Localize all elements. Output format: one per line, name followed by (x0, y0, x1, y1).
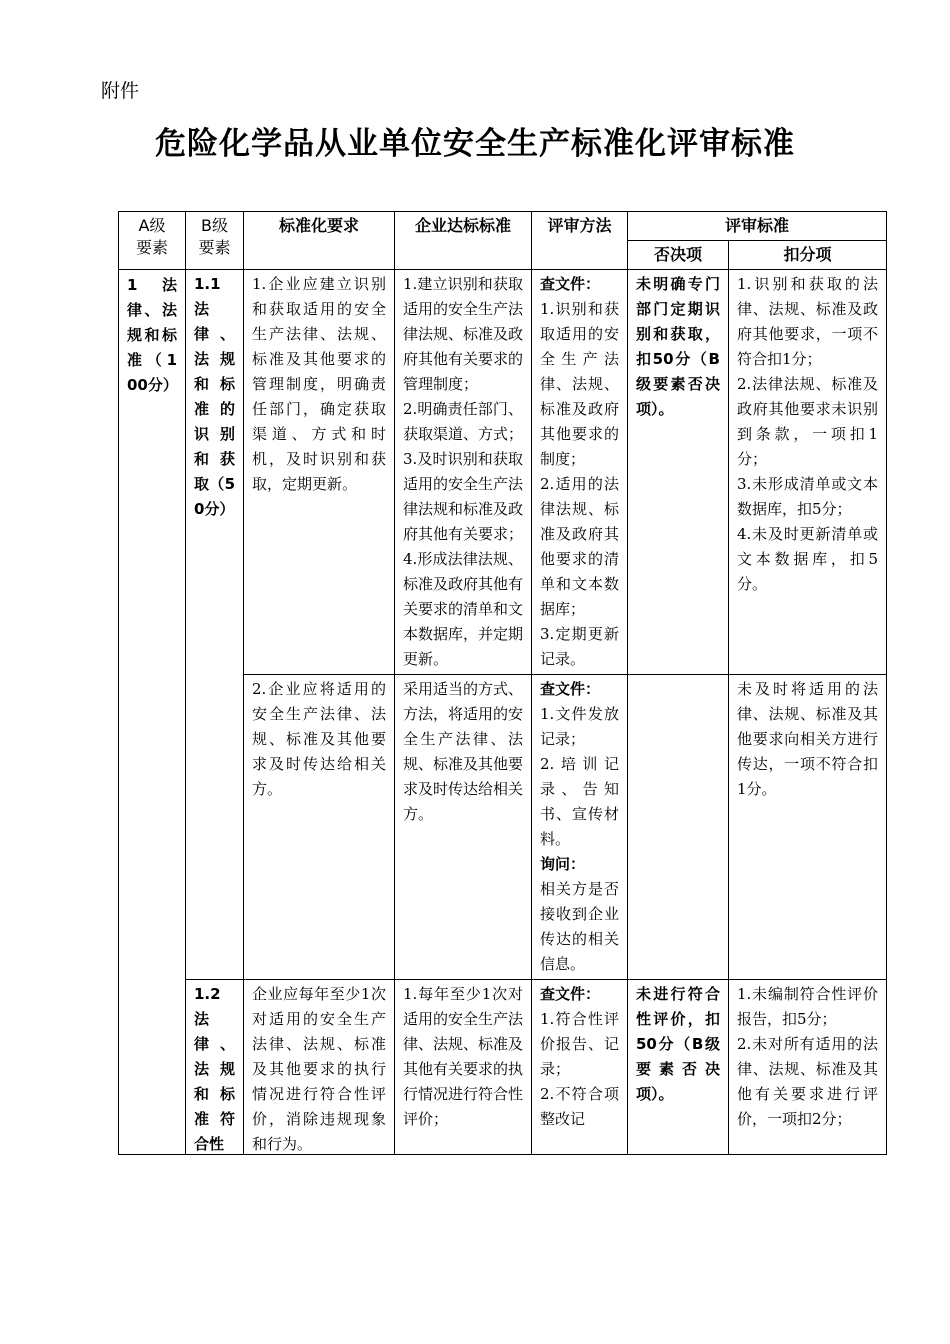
deduction-cell: 未及时将适用的法律、法规、标准及其他要求向相关方进行传达，一项不符合扣1分。 (729, 675, 887, 980)
requirement-cell: 1.企业应建立识别和获取适用的安全生产法律、法规、标准及其他要求的管理制度，明确责任部门，确定获取渠道、方式和时机，及时识别和获取，定期更新。 (244, 270, 395, 675)
review-standard-table (118, 211, 887, 1155)
requirement-cell: 2.企业应将适用的安全生产法律、法规、标准及其他要求及时传达给相关方。 (244, 675, 395, 980)
a-element-cell (119, 270, 186, 1155)
deduction-item: 2.法律法规、标准及政府其他要求未识别到条款，一项扣1分； (737, 375, 879, 468)
enterprise-item: 3.及时识别和获取适用的安全生产法律法规和标准及政府其他有关要求； (403, 450, 524, 543)
header-row (119, 212, 887, 241)
method-cell (532, 270, 628, 675)
method-item: 1.文件发放记录； (540, 705, 619, 748)
b-element-text: 1.1 法律、法规和标准的识别和获取（50分） (194, 275, 235, 518)
header-deduction: 扣分项 (729, 241, 887, 270)
deduction-cell (729, 270, 887, 675)
method-item: 2.不符合项整改记 (540, 1085, 619, 1128)
header-review-method: 评审方法 (532, 212, 628, 270)
enterprise-cell (395, 980, 532, 1155)
enterprise-item: 2.明确责任部门、获取渠道、方式； (403, 400, 524, 443)
deduction-item: 2.未对所有适用的法律、法规、标准及其他有关要求进行评价，一项扣2分； (737, 1035, 879, 1128)
enterprise-cell: 采用适当的方式、方法，将适用的安全生产法律、法规、标准及其他要求及时传达给相关方。 (395, 675, 532, 980)
veto-cell: 未明确专门部门定期识别和获取，扣50分（B级要素否决项）。 (628, 270, 729, 675)
table-row (119, 980, 887, 1155)
method-item: 2.适用的法律法规、标准及政府其他要求的清单和文本数据库； (540, 475, 619, 618)
attachment-label: 附件 (101, 80, 140, 102)
b-element-text: 1.2 法律、法规和标准符合性 (194, 985, 235, 1152)
header-enterprise-standard: 企业达标标准 (395, 212, 532, 270)
requirement-cell: 企业应每年至少1次对适用的安全生产法律、法规、标准及其他要求的执行情况进行符合性评价，消除违规现象和行为。 (244, 980, 395, 1155)
deduction-item: 1.未编制符合性评价报告，扣5分； (737, 985, 879, 1028)
deduction-item: 4.未及时更新清单或文本数据库，扣5分。 (737, 525, 879, 593)
method-cell (532, 675, 628, 980)
header-standard-requirement: 标准化要求 (244, 212, 395, 270)
method-item: 1.符合性评价报告、记录； (540, 1010, 619, 1078)
veto-cell: 未进行符合性评价，扣50分（B级要素否决项）。 (628, 980, 729, 1155)
header-review-criteria: 评审标准 (628, 212, 887, 241)
header-b-level: B级 要素 (186, 212, 244, 270)
enterprise-item: 4.形成法律法规、标准及政府其他有关要求的清单和文本数据库，并定期更新。 (403, 550, 524, 668)
deduction-item: 3.未形成清单或文本数据库，扣5分； (737, 475, 879, 518)
method-item: 2.培训记录、告知书、宣传材料。 (540, 755, 619, 848)
method-item: 相关方是否接收到企业传达的相关信息。 (540, 880, 619, 973)
deduction-item: 1.识别和获取的法律、法规、标准及政府其他要求，一项不符合扣1分； (737, 275, 879, 368)
enterprise-cell (395, 270, 532, 675)
a-element-text: 1 法律、法规和标准（100分） (127, 276, 178, 394)
method-heading: 查文件： (540, 275, 601, 293)
method-heading: 询问： (540, 855, 586, 873)
header-a-level: A级 要素 (119, 212, 186, 270)
page-title: 危险化学品从业单位安全生产标准化评审标准 (155, 126, 795, 162)
header-veto: 否决项 (628, 241, 729, 270)
method-heading: 查文件： (540, 985, 601, 1003)
method-cell (532, 980, 628, 1155)
enterprise-item: 1.每年至少1次对适用的安全生产法律、法规、标准及其他有关要求的执行情况进行符合性评价； (403, 985, 523, 1128)
veto-cell (628, 675, 729, 980)
deduction-cell (729, 980, 887, 1155)
method-item: 3.定期更新记录。 (540, 625, 619, 668)
table-row (119, 270, 887, 675)
b-element-cell (186, 270, 244, 980)
method-item: 1.识别和获取适用的安全生产法律、法规、标准及政府其他要求的制度； (540, 300, 619, 468)
method-heading: 查文件： (540, 680, 601, 698)
b-element-cell (186, 980, 244, 1155)
enterprise-item: 1.建立识别和获取适用的安全生产法律法规、标准及政府其他有关要求的管理制度； (403, 275, 524, 393)
